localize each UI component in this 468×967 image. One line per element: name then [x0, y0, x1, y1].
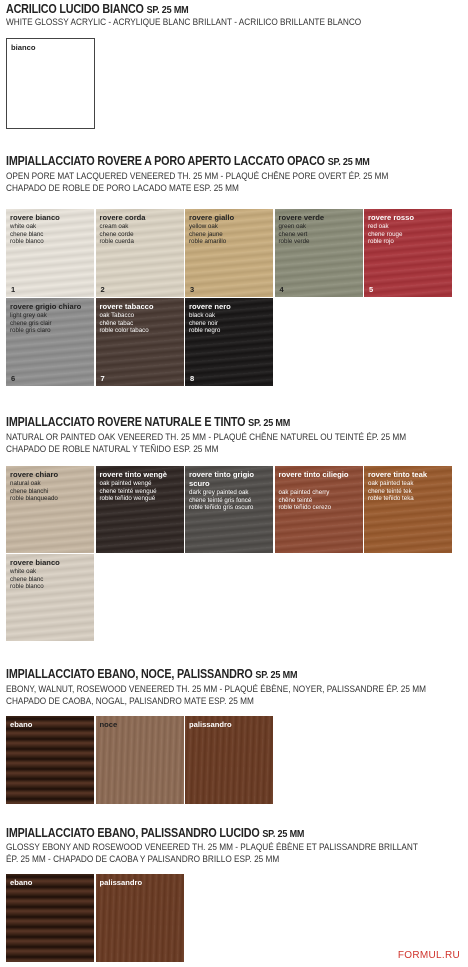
- section-subtitle-line1: EBONY, WALNUT, ROSEWOOD VENEERED TH. 25 MM - PLAQUÉ ÉBÈNE, NOYER, PALISSANDRE ÉP. 25 MM: [6, 684, 426, 695]
- swatch-desc: oak painted cherry: [278, 489, 330, 496]
- section-title-natural: [6, 415, 290, 429]
- swatch-number: 7: [100, 374, 105, 383]
- section-title-lacquered: [6, 154, 370, 168]
- swatch-name: rovere nero: [189, 302, 231, 311]
- swatch-desc: chene blanc: [10, 230, 44, 238]
- swatch-desc: roble blanco: [10, 238, 44, 246]
- swatch-number: 5: [369, 285, 374, 294]
- section-subtitle-line2: CHAPADO DE ROBLE NATURAL Y TEÑIDO ESP. 25 MM: [6, 444, 219, 455]
- swatch-number: 8: [190, 374, 195, 383]
- section-subtitle: WHITE GLOSSY ACRYLIC - ACRYLIQUE BLANC BRILLANT - ACRILICO BRILLANTE BLANCO: [6, 17, 362, 28]
- swatch-desc: chene noir: [189, 319, 218, 327]
- swatch-name: noce: [99, 720, 118, 729]
- swatch-rovere-tinto-ciliegio: [275, 466, 363, 553]
- swatch-desc: roble gris claro: [10, 327, 51, 335]
- swatch-desc: roble rojo: [368, 238, 394, 246]
- swatch-number: 2: [100, 285, 105, 294]
- swatch-name: palissandro: [189, 720, 232, 729]
- swatch-number: 3: [190, 285, 195, 294]
- swatch-noce: [96, 716, 184, 804]
- swatch-desc: white oak: [10, 568, 37, 575]
- swatch-rovere-rosso: [364, 209, 452, 297]
- swatch-name: rovere tinto ciliegio: [278, 470, 349, 479]
- swatch-desc: dark grey painted oak: [189, 489, 249, 496]
- swatch-desc: roble teñido gris oscuro: [189, 504, 254, 512]
- swatch-desc: light grey oak: [10, 312, 47, 319]
- swatch-name: rovere corda: [99, 213, 146, 222]
- swatch-desc: roble cuerda: [99, 238, 134, 246]
- swatch-ebano: [6, 716, 94, 804]
- swatch-rovere-bianco: [6, 209, 94, 297]
- section-subtitle-line2: ÉP. 25 MM - CHAPADO DE CAOBA Y PALISANDRO BRILLO ESP. 25 MM: [6, 854, 280, 865]
- swatch-desc: chene jaune: [189, 230, 223, 238]
- swatch-palissandro: [185, 716, 273, 804]
- swatch-desc: roble teñido wengué: [99, 495, 156, 503]
- swatch-palissandro: [96, 874, 184, 962]
- swatch-desc: chene gris clair: [10, 319, 52, 327]
- swatch-desc: yellow oak: [189, 223, 218, 230]
- swatch-desc: oak painted teak: [368, 480, 414, 487]
- section-subtitle-line2: CHAPADO DE CAOBA, NOGAL, PALISANDRO MATE ESP. 25 MM: [6, 696, 254, 707]
- swatch-desc: chene teinté gris foncé: [189, 496, 252, 504]
- swatch-rovere-chiaro: [6, 466, 94, 553]
- swatch-rovere-bianco: [6, 554, 94, 641]
- swatch-desc: chene teinté wengué: [99, 487, 157, 495]
- swatch-rovere-tabacco: [96, 298, 184, 386]
- swatch-rovere-tinto-grigio-scuro: [185, 466, 273, 553]
- swatch-desc: green oak: [278, 223, 307, 230]
- section-subtitle-line1: OPEN PORE MAT LACQUERED VENEERED TH. 25 MM - PLAQUÉ CHÊNE PORE OVERT ÉP. 25 MM: [6, 171, 389, 182]
- section-title-ebony-gloss: [6, 826, 304, 840]
- swatch-rovere-giallo: [185, 209, 273, 297]
- swatch-desc: white oak: [10, 223, 37, 230]
- swatch-desc: chene corde: [99, 230, 134, 238]
- swatch-name: rovere grigio chiaro: [10, 302, 82, 311]
- section-subtitle-line1: GLOSSY EBONY AND ROSEWOOD VENEERED TH. 25 MM - PLAQUÉ ÉBÈNE ET PALISSANDRE BRILLANT: [6, 842, 418, 853]
- swatch-rovere-nero: [185, 298, 273, 386]
- swatch-desc: black oak: [189, 312, 216, 319]
- section-title-text: IMPIALLACCIATO ROVERE NATURALE E TINTO: [6, 415, 246, 429]
- section-thickness: SP. 25 MM: [248, 417, 291, 429]
- swatch-desc: roble negro: [189, 327, 221, 335]
- swatch-name: rovere chiaro: [10, 470, 59, 479]
- section-thickness: SP. 25 MM: [262, 828, 305, 840]
- swatch-desc: roble color tabaco: [99, 327, 149, 335]
- section-subtitle-line2: CHAPADO DE ROBLE DE PORO LACADO MATE ESP. 25 MM: [6, 183, 239, 194]
- section-thickness: SP. 25 MM: [327, 156, 370, 168]
- swatch-desc: natural oak: [10, 480, 41, 487]
- swatch-rovere-tinto-teak: [364, 466, 452, 553]
- swatch-desc: chene vert: [278, 230, 308, 238]
- swatch-name: rovere giallo: [189, 213, 235, 222]
- swatch-desc: oak Tabacco: [99, 312, 135, 319]
- swatch-name: ebano: [10, 878, 33, 887]
- swatch-name: rovere rosso: [368, 213, 415, 222]
- watermark-text: FORMUL.RU: [397, 950, 460, 961]
- swatch-desc: roble teñido cerezo: [278, 504, 332, 512]
- swatch-desc: chene blanchi: [10, 487, 49, 495]
- swatch-ebano: [6, 874, 94, 962]
- swatch-name: rovere tinto teak: [368, 470, 428, 479]
- swatch-desc: chene teinté tek: [368, 487, 412, 495]
- swatch-rovere-verde: [275, 209, 363, 297]
- swatch-name: palissandro: [99, 878, 143, 887]
- section-subtitle-line1: NATURAL OR PAINTED OAK VENEERED TH. 25 MM - PLAQUÉ CHÊNE NATUREL OU TEINTÉ ÉP. 25 MM: [6, 432, 407, 443]
- swatch-desc: chene rouge: [368, 230, 403, 238]
- swatch-desc: red oak: [368, 223, 389, 230]
- swatch-name: rovere bianco: [10, 213, 60, 222]
- swatch-rovere-tinto-wengè: [96, 466, 184, 553]
- section-title-text: IMPIALLACCIATO EBANO, PALISSANDRO LUCIDO: [6, 826, 260, 840]
- swatch-name: rovere verde: [278, 213, 325, 222]
- section-title-acrylic: [6, 2, 189, 16]
- swatch-name: rovere bianco: [10, 558, 60, 567]
- section-thickness: SP. 25 MM: [255, 669, 298, 681]
- swatch-desc: cream oak: [99, 223, 129, 230]
- section-title-ebony-matte: [6, 667, 297, 681]
- swatch-bianco: [6, 38, 95, 129]
- swatch-desc: roble amarillo: [189, 238, 227, 246]
- swatch-desc: roble blanqueado: [10, 495, 58, 503]
- swatch-desc: roble blanco: [10, 583, 44, 591]
- swatch-desc: roble teñido teka: [368, 495, 414, 503]
- swatch-desc: chêne teinté: [278, 496, 313, 504]
- swatch-name: bianco: [11, 43, 36, 52]
- swatch-number: 1: [11, 285, 16, 294]
- swatch-desc: oak painted wengé: [99, 480, 152, 487]
- swatch-name: rovere tabacco: [99, 302, 154, 311]
- section-thickness: SP. 25 MM: [146, 4, 189, 16]
- swatch-desc: roble verde: [278, 238, 310, 246]
- swatch-name: rovere tinto wengè: [99, 470, 168, 479]
- swatch-name: ebano: [10, 720, 33, 729]
- section-title-text: ACRILICO LUCIDO BIANCO: [6, 2, 144, 16]
- section-title-text: IMPIALLACCIATO EBANO, NOCE, PALISSANDRO: [6, 667, 253, 681]
- swatch-rovere-corda: [96, 209, 184, 297]
- swatch-number: 4: [279, 285, 284, 294]
- swatch-name: rovere tinto grigio scuro: [189, 470, 254, 488]
- swatch-desc: chêne tabac: [99, 319, 134, 327]
- section-title-text: IMPIALLACCIATO ROVERE A PORO APERTO LACCATO OPACO: [6, 154, 325, 168]
- swatch-desc: chene blanc: [10, 575, 44, 583]
- swatch-number: 6: [11, 374, 16, 383]
- swatch-rovere-grigio-chiaro: [6, 298, 94, 386]
